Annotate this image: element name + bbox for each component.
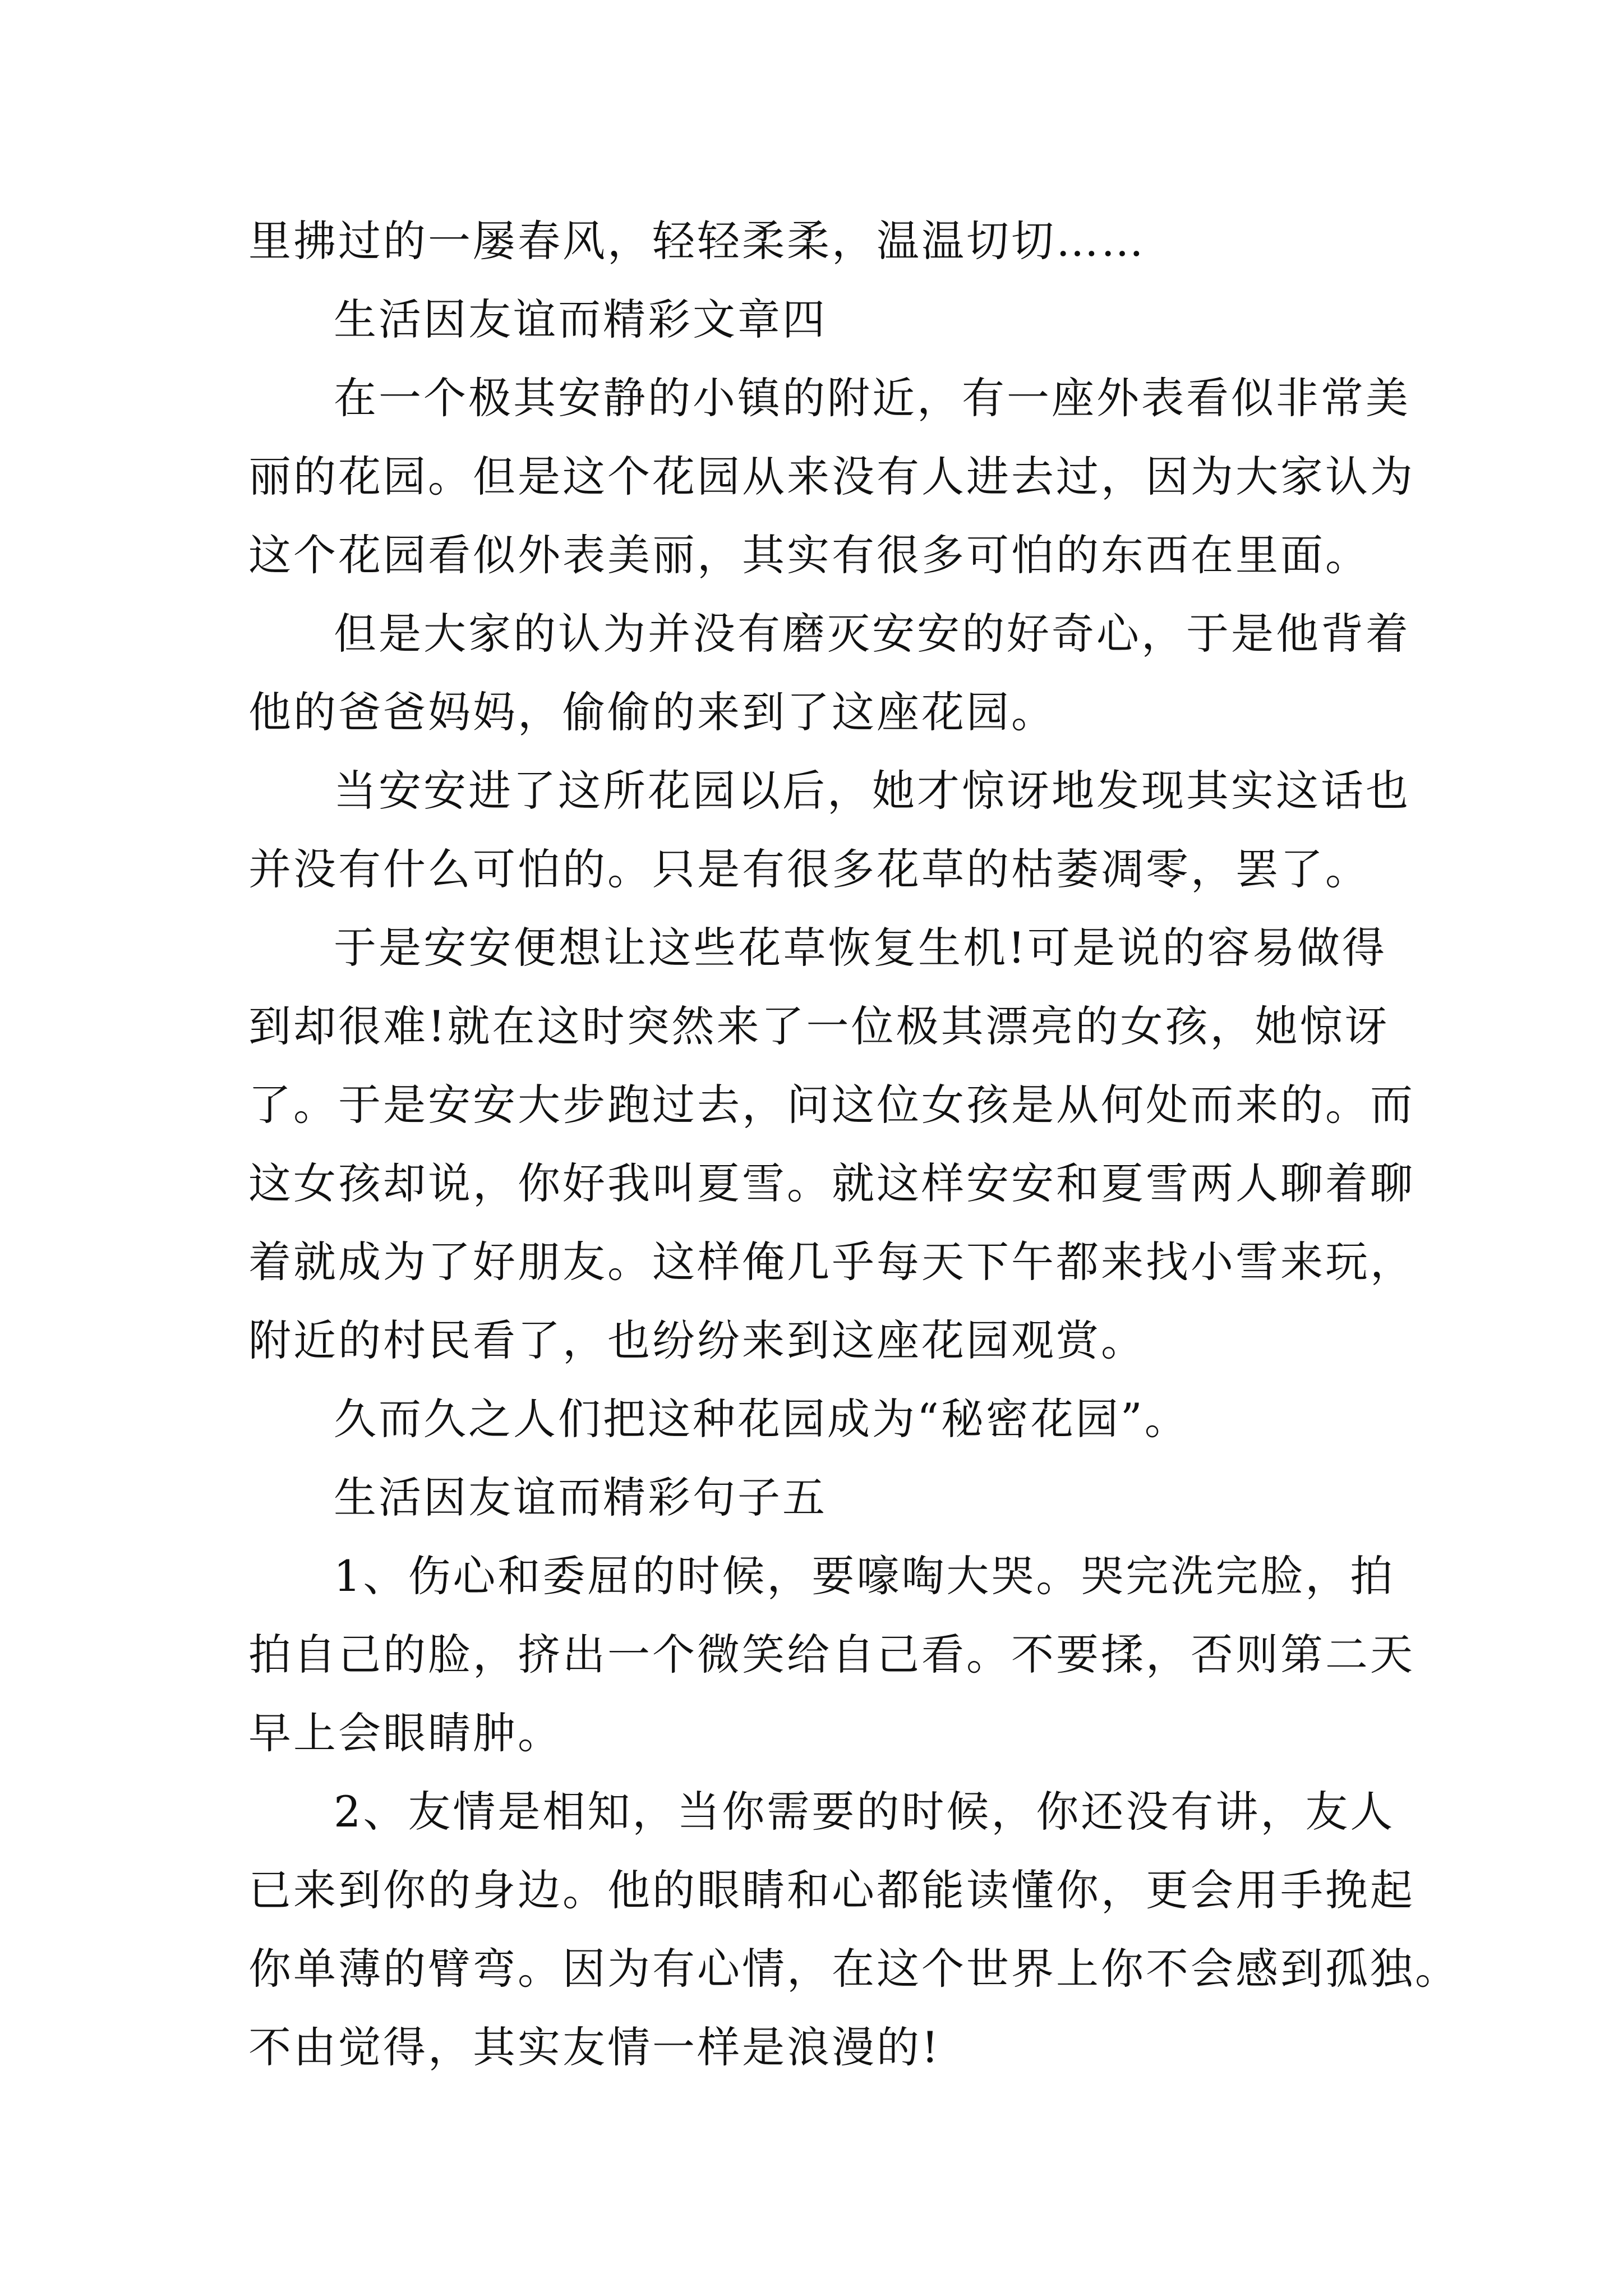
text-line: 但是大家的认为并没有磨灭安安的好奇心，于是他背着 [334, 609, 1410, 659]
text-line: 了。于是安安大步跑过去，问这位女孩是从何处而来的。而 [248, 1080, 1415, 1130]
text-line: 到却很难!就在这时突然来了一位极其漂亮的女孩，她惊讶 [248, 1001, 1390, 1051]
text-line: 于是安安便想让这些花草恢复生机!可是说的容易做得 [334, 923, 1387, 973]
text-line: 附近的村民看了，也纷纷来到这座花园观赏。 [248, 1315, 1146, 1365]
text-line: 2、友情是相知，当你需要的时候，你还没有讲，友人 [334, 1787, 1395, 1837]
text-line: 1、伤心和委屈的时候，要嚎啕大哭。哭完洗完脸，拍 [334, 1551, 1395, 1601]
text-line: 他的爸爸妈妈，偷偷的来到了这座花园。 [248, 687, 1056, 737]
text-line: 你单薄的臂弯。因为有心情，在这个世界上你不会感到孤独。 [248, 1944, 1460, 1994]
text-line: 这女孩却说，你好我叫夏雪。就这样安安和夏雪两人聊着聊 [248, 1158, 1415, 1208]
text-line: 这个花园看似外表美丽，其实有很多可怕的东西在里面。 [248, 530, 1370, 580]
text-line: 并没有什么可怕的。只是有很多花草的枯萎凋零，罢了。 [248, 844, 1370, 894]
text-line: 久而久之人们把这种花园成为“秘密花园”。 [334, 1394, 1189, 1444]
text-line: 不由觉得，其实友情一样是浪漫的! [248, 2022, 941, 2072]
text-line: 拍自己的脸，挤出一个微笑给自己看。不要揉，否则第二天 [248, 1630, 1415, 1680]
text-line: 生活因友谊而精彩文章四 [334, 295, 827, 344]
text-line: 已来到你的身边。他的眼睛和心都能读懂你，更会用手挽起 [248, 1865, 1415, 1915]
text-line: 当安安进了这所花园以后，她才惊讶地发现其实这话也 [334, 766, 1410, 816]
text-line: 在一个极其安静的小镇的附近，有一座外表看似非常美 [334, 373, 1410, 423]
text-line: 丽的花园。但是这个花园从来没有人进去过，因为大家认为 [248, 452, 1415, 501]
text-line: 生活因友谊而精彩句子五 [334, 1473, 827, 1522]
text-line: 里拂过的一屡春风，轻轻柔柔，温温切切…… [248, 216, 1146, 266]
document-body [248, 202, 1460, 2087]
text-line: 早上会眼睛肿。 [248, 1708, 562, 1758]
text-line: 着就成为了好朋友。这样俺几乎每天下午都来找小雪来玩， [248, 1237, 1415, 1287]
